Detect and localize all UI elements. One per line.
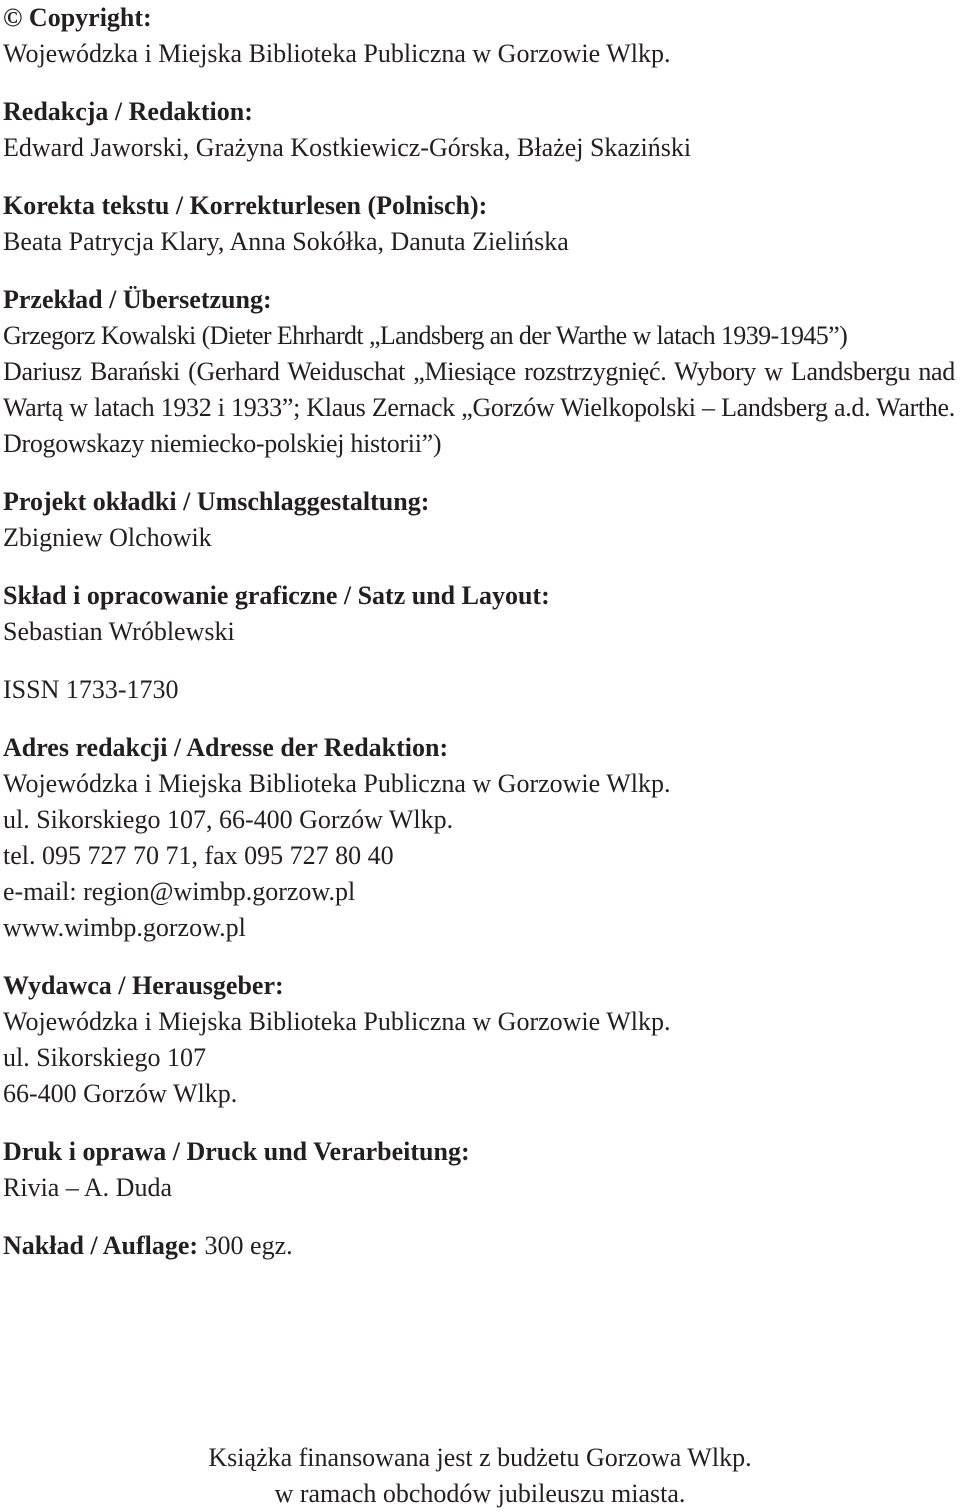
proofreading-section <box>3 188 955 260</box>
proofreading-label: Korekta tekstu / Korrekturlesen (Polnisch): <box>3 191 488 220</box>
editors-value: Edward Jaworski, Grażyna Kostkiewicz-Górska, Błażej Skaziński <box>3 133 692 162</box>
copyright-section <box>3 0 955 72</box>
publisher-section <box>3 968 955 1112</box>
cover-label: Projekt okładki / Umschlaggestaltung: <box>3 487 430 516</box>
funding-note <box>0 1440 960 1512</box>
copyright-label: © Copyright: <box>3 3 152 32</box>
layout-label: Skład i opracowanie graficzne / Satz und Layout: <box>3 581 550 610</box>
printing-section <box>3 1134 955 1206</box>
layout-value: Sebastian Wróblewski <box>3 617 235 646</box>
editors-label: Redakcja / Redaktion: <box>3 97 253 126</box>
editorial-website: www.wimbp.gorzow.pl <box>3 913 246 942</box>
circulation-label: Nakład / Auflage: <box>3 1231 199 1260</box>
layout-section <box>3 578 955 650</box>
translation-section <box>3 282 955 462</box>
editorial-address-line: ul. Sikorskiego 107, 66-400 Gorzów Wlkp. <box>3 805 454 834</box>
publisher-line: Wojewódzka i Miejska Biblioteka Publiczna w Gorzowie Wlkp. <box>3 1007 671 1036</box>
issn-value: ISSN 1733-1730 <box>3 675 179 704</box>
proofreading-value: Beata Patrycja Klary, Anna Sokółka, Danuta Zielińska <box>3 227 569 256</box>
cover-section <box>3 484 955 556</box>
editorial-address-label: Adres redakcji / Adresse der Redaktion: <box>3 733 449 762</box>
editors-section <box>3 94 955 166</box>
editorial-address-line: Wojewódzka i Miejska Biblioteka Publiczna w Gorzowie Wlkp. <box>3 769 671 798</box>
publisher-line: 66-400 Gorzów Wlkp. <box>3 1079 238 1108</box>
circulation-section <box>3 1228 955 1264</box>
translation-paragraph: Dariusz Barański (Gerhard Weiduschat „Miesiące rozstrzygnięć. Wybory w Landsbergu nad Wartą w latach 1932 i 1933”; Klaus Zernack „Gorzów Wielkopolski – Landsberg a.d. Warthe. Drogowskazy niemiecko-polskiej historii”) <box>3 357 955 458</box>
editorial-email: e-mail: region@wimbp.gorzow.pl <box>3 877 356 906</box>
copyright-value: Wojewódzka i Miejska Biblioteka Publiczna w Gorzowie Wlkp. <box>3 39 671 68</box>
imprint-page <box>3 0 955 1264</box>
editorial-address-line: tel. 095 727 70 71, fax 095 727 80 40 <box>3 841 394 870</box>
issn-section <box>3 672 955 708</box>
publisher-label: Wydawca / Herausgeber: <box>3 971 284 1000</box>
translation-label: Przekład / Übersetzung: <box>3 285 272 314</box>
publisher-line: ul. Sikorskiego 107 <box>3 1043 206 1072</box>
printing-value: Rivia – A. Duda <box>3 1173 172 1202</box>
cover-value: Zbigniew Olchowik <box>3 523 212 552</box>
funding-note-line-2: w ramach obchodów jubileuszu miasta. <box>274 1479 686 1508</box>
translation-line-1: Grzegorz Kowalski (Dieter Ehrhardt „Landsberg an der Warthe w latach 1939-1945”) <box>3 321 848 350</box>
funding-note-line-1: Książka finansowana jest z budżetu Gorzowa Wlkp. <box>208 1443 752 1472</box>
circulation-line <box>3 1228 955 1264</box>
printing-label: Druk i oprawa / Druck und Verarbeitung: <box>3 1137 470 1166</box>
circulation-value: 300 egz. <box>198 1231 293 1260</box>
editorial-address-section <box>3 730 955 946</box>
